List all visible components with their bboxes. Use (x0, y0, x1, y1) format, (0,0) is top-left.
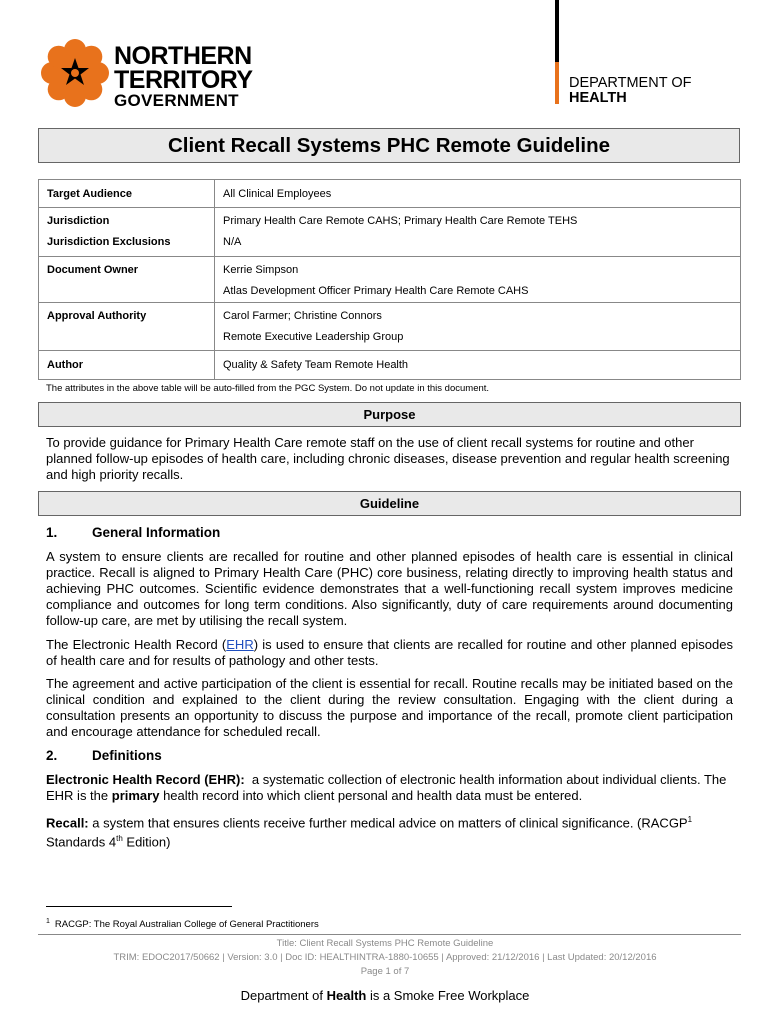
value-jurisdiction-cell (215, 208, 741, 257)
general-info-paragraph-3: The agreement and active participation of the client is essential for recall. Routine recalls may be initiated based on the clinical condition and explained to the client during the review consultation. Engaging with the client during a consultation presents an opportunity to discuss the purpose and importance of the recall, promote client participation and encourage attendance for scheduled recall. (46, 676, 733, 739)
smoke-bold: Health (326, 988, 367, 1003)
ehr-def-bold: primary (111, 788, 160, 803)
attributes-table (38, 179, 741, 380)
guideline-heading: Guideline (38, 491, 741, 516)
label-jurisdiction-cell (39, 208, 215, 257)
section-2-heading (46, 748, 162, 763)
smoke-free-notice (0, 988, 770, 1003)
dept-line-2: HEALTH (569, 90, 627, 106)
label-document-owner-text: Document Owner (47, 264, 139, 276)
label-approval-authority (39, 303, 215, 351)
general-info-paragraph-2 (46, 637, 733, 669)
p2-text-before: The Electronic Health Record ( (46, 637, 227, 652)
footer-title: Title: Client Recall Systems PHC Remote Guideline (276, 938, 494, 949)
table-row (39, 303, 741, 351)
nt-government-logo (40, 38, 110, 108)
recall-def-part-2: Standards 4 (46, 834, 117, 850)
general-info-paragraph-1: A system to ensure clients are recalled for routine and other planned episodes of health care is essential in clinical practice. Recall is aligned to Primary Health Care (PHC) core business, relating directly to improving health status and achieving PHC outcomes. Scientific evidence demonstrates that a well-functioning recall system improves medicine compliance and outcomes for long term conditions. Also significantly, duty of care requirements around documenting follow-up care, are met by utilising the recall system. (46, 549, 733, 628)
org-line-2: TERRITORY (114, 66, 253, 94)
org-name (114, 44, 253, 109)
table-row (39, 180, 741, 208)
section-2-title: Definitions (92, 748, 162, 763)
ehr-def-part-2: health record into which client personal and health data must be entered. (159, 788, 583, 803)
table-row (39, 208, 741, 257)
ehr-definition (46, 772, 733, 804)
table-row (39, 257, 741, 303)
value-jurisdiction: Primary Health Care Remote CAHS; Primary Health Care Remote TEHS (223, 215, 578, 227)
department-name (569, 76, 691, 106)
attributes-note: The attributes in the above table will be auto-filled from the PGC System. Do not update in this document. (46, 383, 490, 394)
section-1-heading (46, 525, 220, 540)
header-divider-orange (555, 62, 559, 104)
label-target-audience: Target Audience (39, 180, 215, 208)
footer-rule (38, 934, 741, 935)
label-approval-authority-text: Approval Authority (47, 310, 147, 322)
value-document-owner-cell (215, 257, 741, 303)
recall-definition (46, 812, 733, 851)
header-divider-black (555, 0, 559, 62)
recall-sup-th: th (116, 834, 123, 844)
org-line-3: GOVERNMENT (114, 91, 239, 110)
section-1-title: General Information (92, 525, 221, 540)
label-jurisdiction-exclusions: Jurisdiction Exclusions (47, 236, 171, 248)
footnote (46, 918, 319, 930)
footnote-rule (46, 906, 232, 907)
smoke-before: Department of (240, 988, 327, 1003)
table-row (39, 351, 741, 380)
section-1-number: 1. (46, 525, 58, 540)
recall-def-part-1: a system that ensures clients receive further medical advice on matters of clinical significance. (RACGP (88, 815, 688, 831)
footer-page-number: Page 1 of 7 (360, 966, 410, 977)
value-approval-authority-names: Carol Farmer; Christine Connors (223, 310, 382, 322)
section-2-number: 2. (46, 748, 58, 763)
ehr-def-part-1: a systematic collection of electronic health information about individual clients. The EHR is the (46, 772, 731, 803)
value-approval-authority-group: Remote Executive Leadership Group (223, 331, 404, 343)
recall-def-part-3: Edition) (122, 834, 171, 850)
footnote-ref: 1 (687, 815, 693, 824)
value-author: Quality & Safety Team Remote Health (215, 351, 741, 380)
p2-text-after: ) is used to ensure that clients are recalled for routine and other planned episodes of health care and for results of pathology and other tests. (46, 637, 733, 668)
ehr-term: Electronic Health Record (EHR): (46, 772, 245, 787)
recall-term: Recall: (46, 815, 89, 831)
value-jurisdiction-exclusions: N/A (223, 236, 242, 248)
document-title: Client Recall Systems PHC Remote Guideline (38, 128, 740, 163)
purpose-text: To provide guidance for Primary Health Care remote staff on the use of client recall systems for routine and other planned follow-up episodes of health care, including chronic diseases, disease prevention and regular health screening and high priority recalls. (46, 435, 730, 482)
label-author: Author (39, 351, 215, 380)
footnote-number: 1 (46, 918, 50, 925)
footnote-text: RACGP: The Royal Australian College of General Practitioners (54, 919, 319, 931)
ehr-link[interactable]: EHR (226, 637, 254, 652)
dept-line-1: DEPARTMENT OF (569, 75, 692, 91)
purpose-heading: Purpose (38, 402, 741, 427)
label-document-owner (39, 257, 215, 303)
smoke-after: is a Smoke Free Workplace (366, 988, 530, 1003)
value-document-owner-name: Kerrie Simpson (223, 264, 299, 276)
org-line-1: NORTHERN (114, 42, 252, 70)
value-document-owner-role: Atlas Development Officer Primary Health Care Remote CAHS (223, 285, 529, 297)
label-jurisdiction: Jurisdiction (47, 215, 110, 227)
footer-meta: TRIM: EDOC2017/50662 | Version: 3.0 | Doc ID: HEALTHINTRA-1880-10655 | Approved: 21/12/2016 | Last Updated: 20/12/2016 (113, 952, 657, 963)
value-target-audience: All Clinical Employees (215, 180, 741, 208)
value-approval-authority-cell (215, 303, 741, 351)
